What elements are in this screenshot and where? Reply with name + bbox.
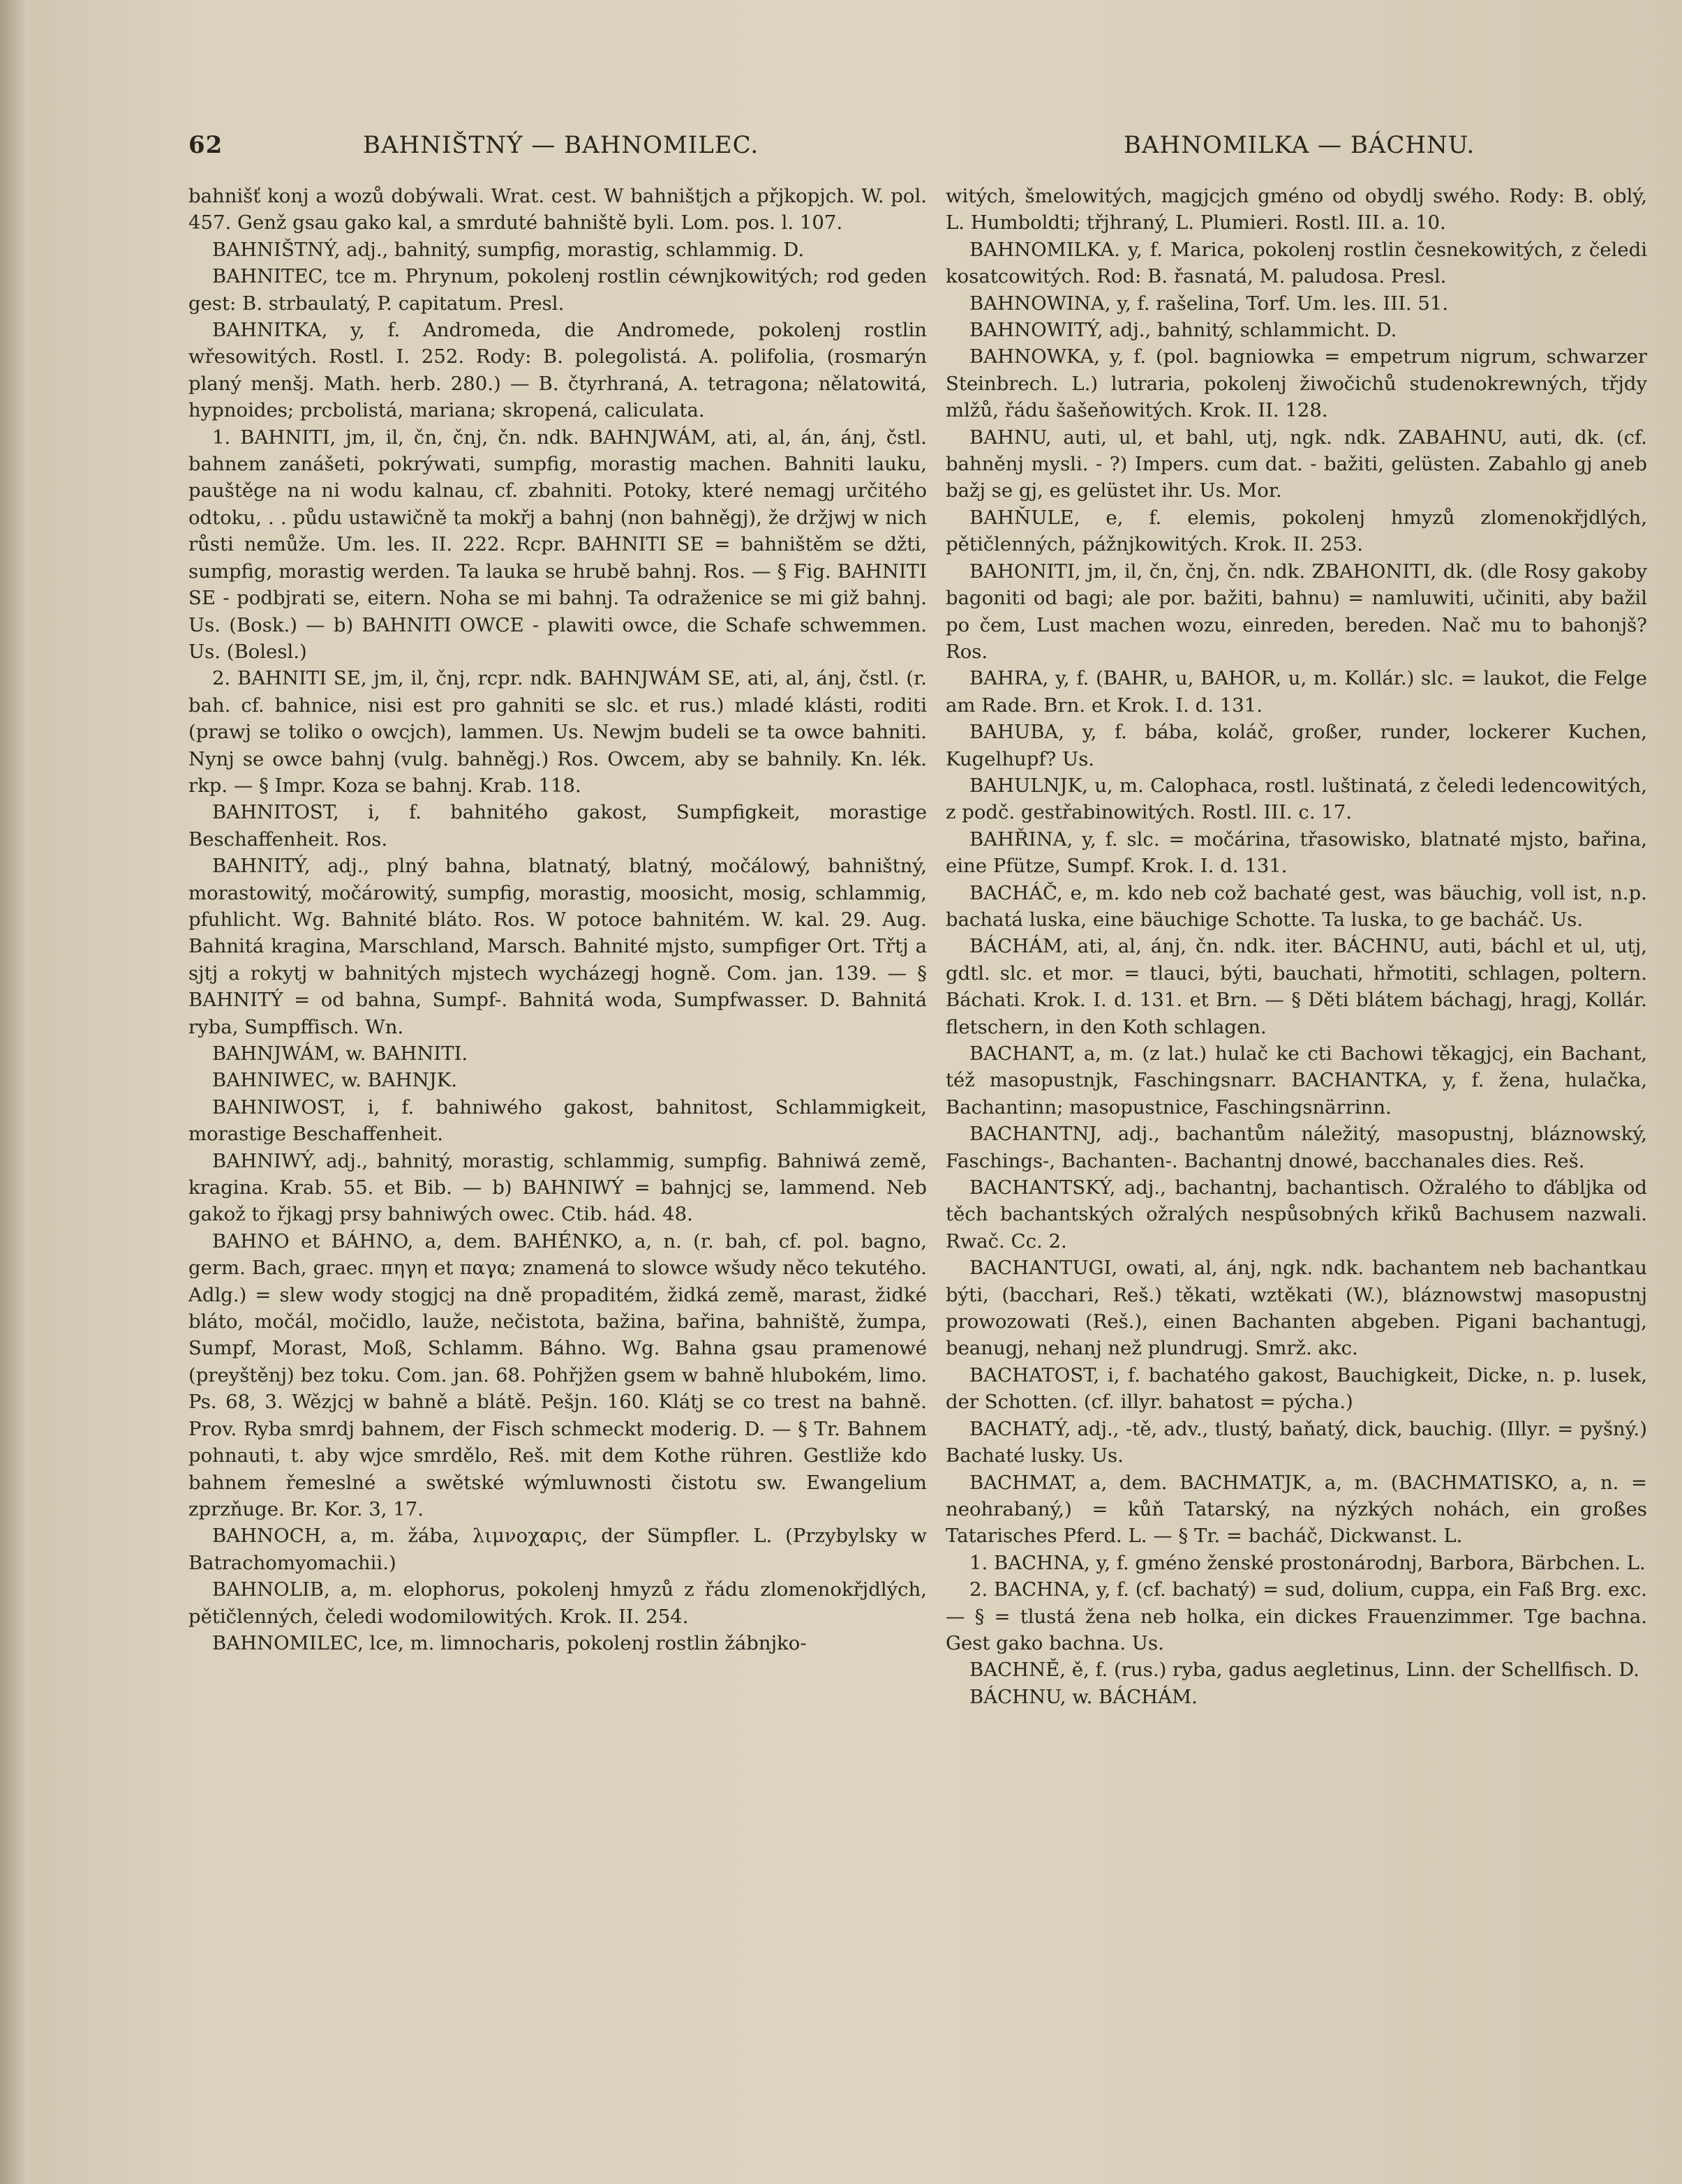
dictionary-entry: BAHŇULE, e, f. elemis, pokolenj hmyzů zlomenokřjdlých, pětičlenných, pážnjkowitých. Krok. II. 253. [946,506,1647,556]
dictionary-entry: BAHNOMILEC, lce, m. limnocharis, pokolenj rostlin žábnjko- [212,1631,807,1654]
dictionary-entry: BAHNIWÝ, adj., bahnitý, morastig, schlammig, sumpfig. Bahniwá země, kragina. Krab. 55. et Bib. — b) BAHNIWÝ = bahnjcj se, lammend. Neb gakož to řjkagj prsy bahniwých owec. Ctib. hád. 48. [188,1149,927,1226]
page-gutter-shadow [0,0,28,2184]
dictionary-entry: BACHANTUGI, owati, al, ánj, ngk. ndk. bachantem neb bachantkau býti, (bacchari, Reš.) těkati, wztěkati (W.), bláznowstwj masopustnj prowozowati (Reš.), einen Bachanten abgeben. Pigani bachantugj, beanugj, nehanj než plundrugj. Smrž. akc. [946,1257,1647,1360]
dictionary-entry: BAHŘINA, y, f. slc. = močárina, třasowisko, blatnaté mjsto, bařina, eine Pfütze, Sumpf. Krok. I. d. 131. [946,828,1647,878]
dictionary-entry: BACHATOST, i, f. bachatého gakost, Bauchigkeit, Dicke, n. p. lusek, der Schotten. (cf. illyr. bahatost = pýcha.) [946,1363,1647,1414]
dictionary-entry: BACHMAT, a, dem. BACHMATJK, a, m. (BACHMATISKO, a, n. = neohrabaný,) = kůň Tatarský, na nýzkých nohách, ein großes Tatarisches Pferd. L. — § Tr. = bacháč, Dickwanst. L. [946,1471,1647,1548]
dictionary-entry: BAHNOMILKA. y, f. Marica, pokolenj rostlin česnekowitých, z čeledi kosatcowitých. Rod: B. řasnatá, M. paludosa. Presl. [946,238,1647,288]
dictionary-entry: 1. BACHNA, y, f. gméno ženské prostonárodnj, Barbora, Bärbchen. L. [969,1551,1646,1574]
dictionary-entry: BAHNOLIB, a, m. elophorus, pokolenj hmyzů z řádu zlomenokřjdlých, pětičlenných, čeledi wodomilowitých. Krok. II. 254. [188,1578,927,1628]
dictionary-entry: BAHNOWITÝ, adj., bahnitý, schlammicht. D. [969,319,1397,342]
dictionary-entry: BAHULNJK, u, m. Calophaca, rostl. luštinatá, z čeledi ledencowitých, z podč. gestřabinowitých. Rostl. III. c. 17. [946,774,1647,824]
left-column [188,183,927,1656]
dictionary-entry: BÁCHÁM, ati, al, ánj, čn. ndk. iter. BÁCHNU, auti, báchl et ul, utj, gdtl. slc. et mor. = tlauci, býti, bauchati, hřmotiti, schlagen, poltern. Báchati. Krok. I. d. 131. et Brn. — § Děti blátem báchagj, hragj, Kollár. fletschern, in den Koth schlagen. [946,935,1647,1038]
dictionary-entry: BAHONITI, jm, il, čn, čnj, čn. ndk. ZBAHONITI, dk. (dle Rosy gakoby bagoniti od bagi; ale por. bažiti, bahnu) = namluwiti, učiniti, aby bažil po čem, Lust machen wozu, einreden, bereden. Nač mu to bahonjš? Ros. [946,560,1647,663]
dictionary-entry: BAHNITÝ, adj., plný bahna, blatnatý, blatný, močálowý, bahništný, morastowitý, močárowitý, sumpfig, morastig, moosicht, mosig, schlammig, pfuhlicht. Wg. Bahnité bláto. Ros. W potoce bahnitém. W. kal. 29. Aug. Bahnitá kragina, Marschland, Marsch. Bahnité mjsto, sumpfiger Ort. Třtj a sjtj a rokytj w bahnitých mjstech wycházegj hogně. Com. jan. 139. — § BAHNITÝ = od bahna, Sumpf-. Bahnitá woda, Sumpfwasser. D. Bahnitá ryba, Sumpffisch. Wn. [188,855,927,1038]
dictionary-entry: BAHNJWÁM, w. BAHNITI. [212,1042,468,1065]
running-title-left: BAHNIŠTNÝ — BAHNOMILEC. [363,131,759,159]
dictionary-entry: 1. BAHNITI, jm, il, čn, čnj, čn. ndk. BAHNJWÁM, ati, al, án, ánj, čstl. bahnem zanášeti, pokrýwati, sumpfig, morastig machen. Bahniti lauku, pauštěge na ni wodu kalnau, cf. zbahniti. Potoky, které nemagj určitého odtoku, . . půdu ustawičně ta mokřj a bahnj (non bahněgj), že držjwj w nich růsti nemůže. Um. les. II. 222. Rcpr. BAHNITI SE = bahništěm se džti, sumpfig, morastig werden. Ta lauka se hrubě bahnj. Ros. — § Fig. BAHNITI SE - podbjrati se, eitern. Noha se mi bahnj. Ta odraženice se mi giž bahnj. Us. (Bosk.) — b) BAHNITI OWCE - plawiti owce, die Schafe schwemmen. Us. (Bolesl.) [188,426,927,663]
dictionary-entry: BAHNOCH, a, m. žába, λιμνοχαρις, der Sümpfler. L. (Przybylsky w Batrachomyomachii.) [188,1525,927,1574]
dictionary-entry: BACHANTNJ, adj., bachantům náležitý, masopustnj, bláznowský, Faschings-, Bachanten-. Bachantnj dnowé, bacchanales dies. Reš. [946,1123,1647,1172]
dictionary-entry: BAHRA, y, f. (BAHR, u, BAHOR, u, m. Kollár.) slc. = laukot, die Felge am Rade. Brn. et Krok. I. d. 131. [946,667,1647,717]
dictionary-entry: witých, šmelowitých, magjcjch gméno od obydlj swého. Rody: B. oblý, L. Humboldti; třjhraný, L. Plumieri. Rostl. III. a. 10. [946,185,1647,234]
dictionary-entry: BAHNOWINA, y, f. rašelina, Torf. Um. les. III. 51. [969,292,1449,315]
dictionary-entry: BAHUBA, y, f. bába, koláč, großer, runder, lockerer Kuchen, Kugelhupf? Us. [946,721,1647,770]
dictionary-entry: BAHNO et BÁHNO, a, dem. BAHÉNKO, a, n. (r. bah, cf. pol. bagno, germ. Bach, graec. πηγη et παγα; znamená to slowce wšudy něco tekutého. Adlg.) = slew wody stogjcj na dně propaditém, židká země, marast, židké bláto, močál, močidlo, lauže, nečistota, bažina, bařina, bahniště, žumpa, Sumpf, Morast, Moß, Schlamm. Báhno. Wg. Bahna gsau pramenowé (preyštěnj) bez toku. Com. jan. 68. Pohřjžen gsem w bahně hlubokém, limo. Ps. 68, 3. Wězjcj w bahně a blátě. Pešjn. 160. Klátj se co trest na bahně. Prov. Ryba smrdj bahnem, der Fisch schmeckt moderig. D. — § Tr. Bahnem pohnauti, t. aby wjce smrdělo, Reš. mit dem Kothe rühren. Gestliže kdo bahnem řemeslné a swětské wýmluwnosti čistotu sw. Ewangelium zprzňuge. Br. Kor. 3, 17. [188,1229,927,1520]
dictionary-entry: BAHNITOST, i, f. bahnitého gakost, Sumpfigkeit, morastige Beschaffenheit. Ros. [188,801,927,851]
dictionary-entry: BAHNITKA, y, f. Andromeda, die Andromede, pokolenj rostlin wřesowitých. Rostl. I. 252. Rody: B. polegolistá. A. polifolia, (rosmarýn planý menšj. Math. herb. 280.) — B. čtyrhraná, A. tetragona; nělatowitá, hypnoides; prcbolistá, mariana; skropená, caliculata. [188,319,927,422]
dictionary-entry: 2. BAHNITI SE, jm, il, čnj, rcpr. ndk. BAHNJWÁM SE, ati, al, ánj, čstl. (r. bah. cf. bahnice, nisi est pro gahniti se slc. et rus.) mladé klásti, roditi (prawj se toliko o owcjch), lammen. Us. Newjm budeli se ta owce bahniti. Nynj se owce bahnj (vulg. bahněgj.) Ros. Owcem, aby se bahnily. Kn. lék. rkp. — § Impr. Koza se bahnj. Krab. 118. [188,667,927,797]
dictionary-entry: BAHNIWOST, i, f. bahniwého gakost, bahnitost, Schlammigkeit, morastige Beschaffenheit. [188,1095,927,1146]
dictionary-entry: BACHANT, a, m. (z lat.) hulač ke cti Bachowi těkagjcj, ein Bachant, též masopustnjk, Faschingsnarr. BACHANTKA, y, f. žena, hulačka, Bachantinn; masopustnice, Faschingsnärrinn. [946,1042,1647,1119]
page-header [188,131,1647,173]
right-column [946,183,1647,1710]
dictionary-entry: BAHNOWKA, y, f. (pol. bagniowka = empetrum nigrum, schwarzer Steinbrech. L.) lutraria, pokolenj žiwočichů studenokrewných, třjdy mlžů, řádu šašeňowitých. Krok. II. 128. [946,345,1647,422]
dictionary-entry: BAHNU, auti, ul, et bahl, utj, ngk. ndk. ZABAHNU, auti, dk. (cf. bahněnj mysli. - ?) Impers. cum dat. - bažiti, gelüsten. Zabahlo gj aneb bažj se gj, es gelüstet ihr. Us. Mor. [946,426,1647,502]
dictionary-entry: 2. BACHNA, y, f. (cf. bachatý) = sud, dolium, cuppa, ein Faß Brg. exc. — § = tlustá žena neb holka, ein dickes Frauenzimmer. Tge bachna. Gest gako bachna. Us. [946,1578,1647,1654]
running-title-right: BAHNOMILKA — BÁCHNU. [1124,131,1475,159]
dictionary-entry: BAHNIWEC, w. BAHNJK. [212,1069,458,1092]
page-number: 62 [188,131,223,159]
dictionary-entry: BÁCHNU, w. BÁCHÁM. [969,1685,1198,1708]
dictionary-entry: BAHNITEC, tce m. Phrynum, pokolenj rostlin céwnjkowitých; rod geden gest: B. strbaulatý, P. capitatum. Presl. [188,265,927,315]
dictionary-entry: bahnišť konj a wozů dobýwali. Wrat. cest. W bahništjch a přjkopjch. W. pol. 457. Genž gsau gako kal, a smrduté bahniště byli. Lom. pos. l. 107. [188,185,927,234]
dictionary-entry: BACHNĚ, ě, f. (rus.) ryba, gadus aegletinus, Linn. der Schellfisch. D. [969,1659,1640,1682]
dictionary-entry: BACHÁČ, e, m. kdo neb což bachaté gest, was bäuchig, voll ist, n.p. bachatá luska, eine bäuchige Schotte. Ta luska, to ge bacháč. Us. [946,881,1647,931]
dictionary-entry: BACHANTSKÝ, adj., bachantnj, bachantisch. Ožralého to ďábljka od těch bachantských ožralých nespůsobných křiků Bachusem nazwali. Rwač. Cc. 2. [946,1176,1647,1252]
dictionary-entry: BAHNIŠTNÝ, adj., bahnitý, sumpfig, morastig, schlammig. D. [212,238,805,261]
dictionary-entry: BACHATÝ, adj., -tě, adv., tlustý, baňatý, dick, bauchig. (Illyr. = pyšný.) Bachaté lusky. Us. [946,1417,1647,1467]
